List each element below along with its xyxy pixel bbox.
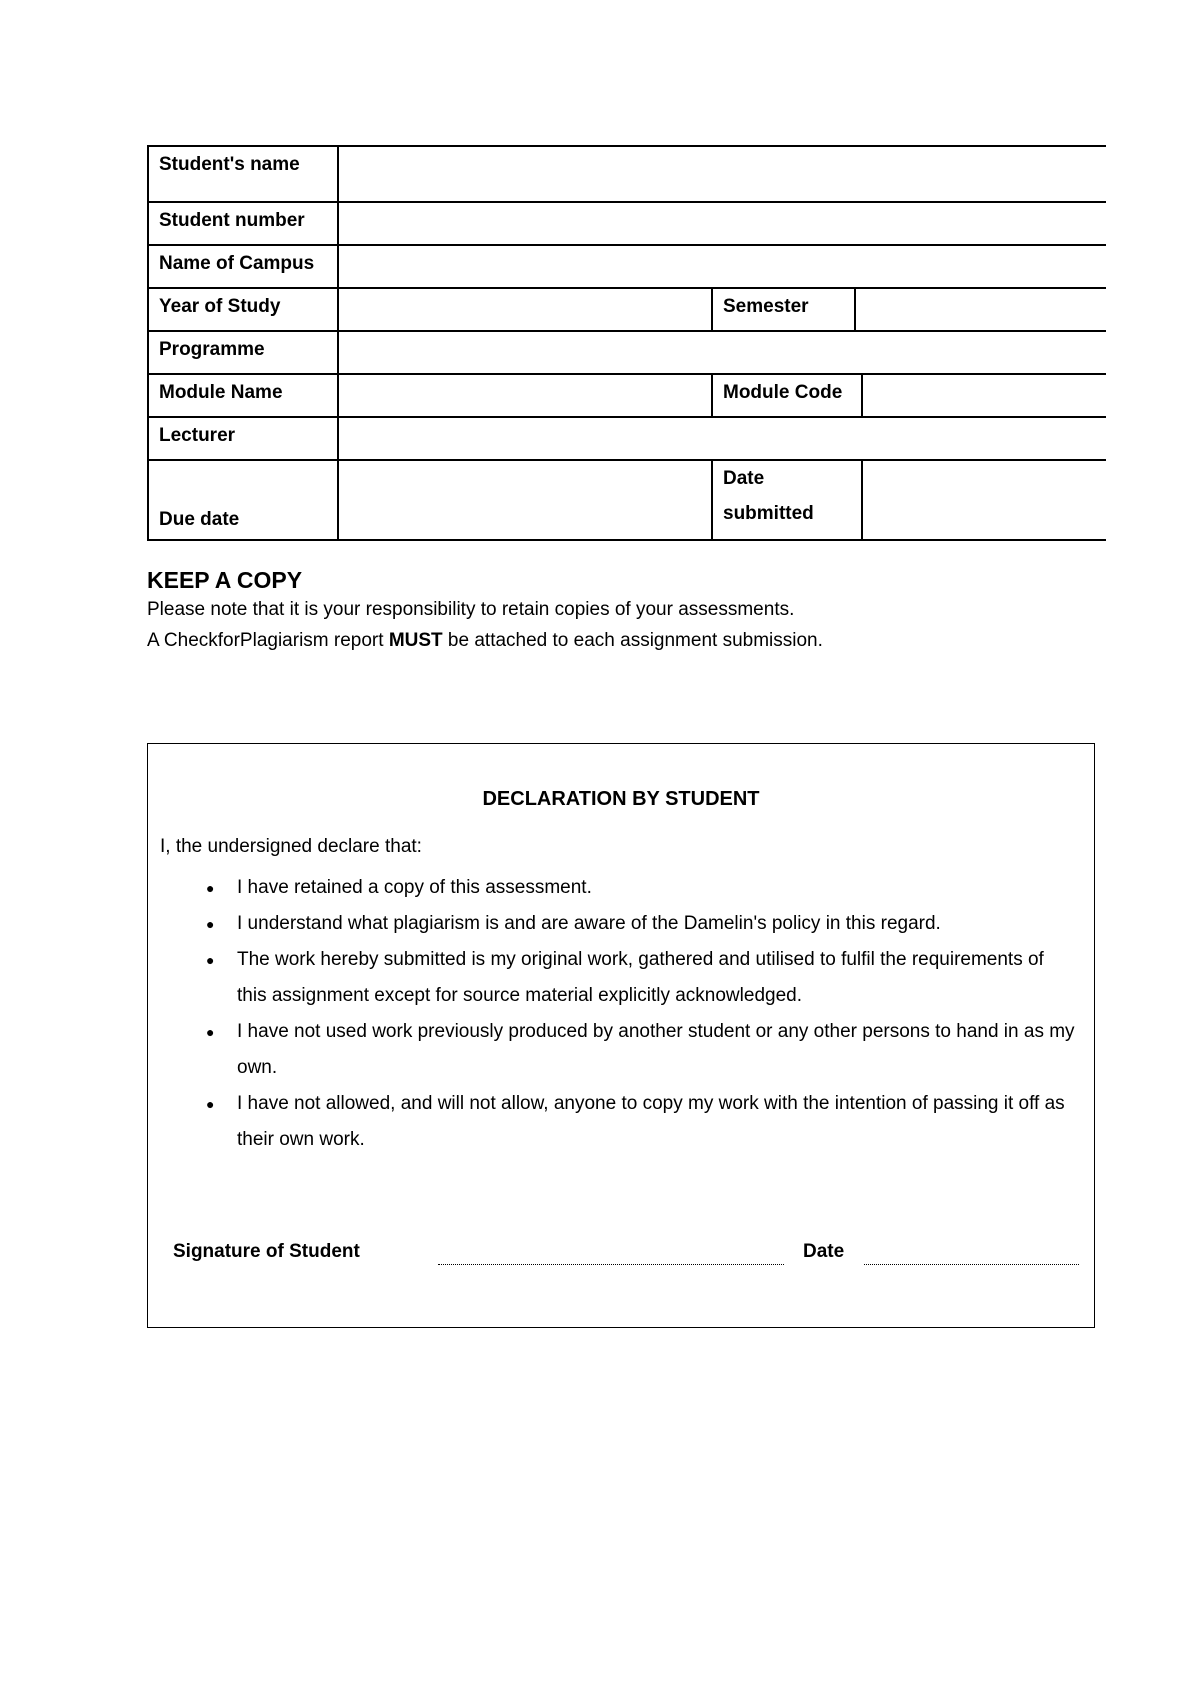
keep-a-copy-line1: Please note that it is your responsibility to retain copies of your assessments. [147, 599, 795, 620]
signature-line[interactable] [438, 1264, 784, 1265]
signature-date-label: Date [803, 1241, 845, 1262]
programme-field[interactable] [338, 331, 1106, 374]
declaration-intro: I, the undersigned declare that: [160, 836, 422, 857]
keep-a-copy-line2-after: be attached to each assignment submission. [442, 630, 823, 651]
module-code-label: Module Code [712, 374, 862, 417]
year-of-study-field[interactable] [338, 288, 712, 331]
keep-a-copy-line2-bold: MUST [388, 630, 443, 651]
declaration-item-text: The work hereby submitted is my original work, gathered and utilised to fulfil the requirements of this assignment except for source material explicitly acknowledged. [237, 949, 1044, 1006]
signature-label: Signature of Student [173, 1241, 360, 1262]
declaration-item [160, 1014, 1075, 1086]
date-submitted-field[interactable] [862, 460, 1106, 540]
module-details-table [147, 330, 1106, 541]
declaration-item [160, 870, 1075, 906]
bullet-icon: ● [206, 1024, 215, 1040]
declaration-item [160, 1086, 1075, 1158]
due-date-field[interactable] [338, 460, 712, 540]
name-of-campus-field[interactable] [338, 245, 1106, 288]
student-number-label: Student number [148, 202, 338, 245]
module-name-field[interactable] [338, 374, 712, 417]
student-details-table [147, 145, 1106, 332]
declaration-title: DECLARATION BY STUDENT [482, 788, 760, 810]
declaration-list [160, 870, 1075, 1158]
declaration-item [160, 906, 1075, 942]
name-of-campus-label: Name of Campus [148, 245, 338, 288]
students-name-field[interactable] [338, 146, 1106, 202]
declaration-item [160, 942, 1075, 1014]
bullet-icon: ● [206, 880, 215, 896]
date-submitted-label [712, 460, 862, 540]
declaration-box [147, 743, 1095, 1328]
programme-label: Programme [148, 331, 338, 374]
keep-a-copy-heading: KEEP A COPY [147, 567, 303, 593]
declaration-item-text: I have not allowed, and will not allow, anyone to copy my work with the intention of passing it off as their own work. [237, 1093, 1065, 1150]
keep-a-copy-line2 [147, 625, 1107, 656]
year-of-study-label: Year of Study [148, 288, 338, 331]
due-date-label: Due date [148, 460, 338, 540]
module-name-label: Module Name [148, 374, 338, 417]
bullet-icon: ● [206, 916, 215, 932]
keep-a-copy-line2-before: A CheckforPlagiarism report [147, 630, 389, 651]
lecturer-label: Lecturer [148, 417, 338, 460]
declaration-item-text: I understand what plagiarism is and are aware of the Damelin's policy in this regard. [237, 913, 941, 934]
semester-field[interactable] [855, 288, 1106, 331]
declaration-item-text: I have retained a copy of this assessment. [237, 877, 592, 898]
students-name-label: Student's name [148, 146, 338, 202]
student-number-field[interactable] [338, 202, 1106, 245]
module-code-field[interactable] [862, 374, 1106, 417]
bullet-icon: ● [206, 952, 215, 968]
lecturer-field[interactable] [338, 417, 1106, 460]
bullet-icon: ● [206, 1096, 215, 1112]
signature-date-line[interactable] [864, 1264, 1079, 1265]
date-submitted-line1: Date [723, 468, 765, 489]
keep-a-copy-section [147, 566, 1107, 656]
declaration-item-text: I have not used work previously produced by another student or any other persons to hand in as my own. [237, 1021, 1075, 1078]
date-submitted-line2: submitted [723, 503, 814, 524]
semester-label: Semester [712, 288, 855, 331]
